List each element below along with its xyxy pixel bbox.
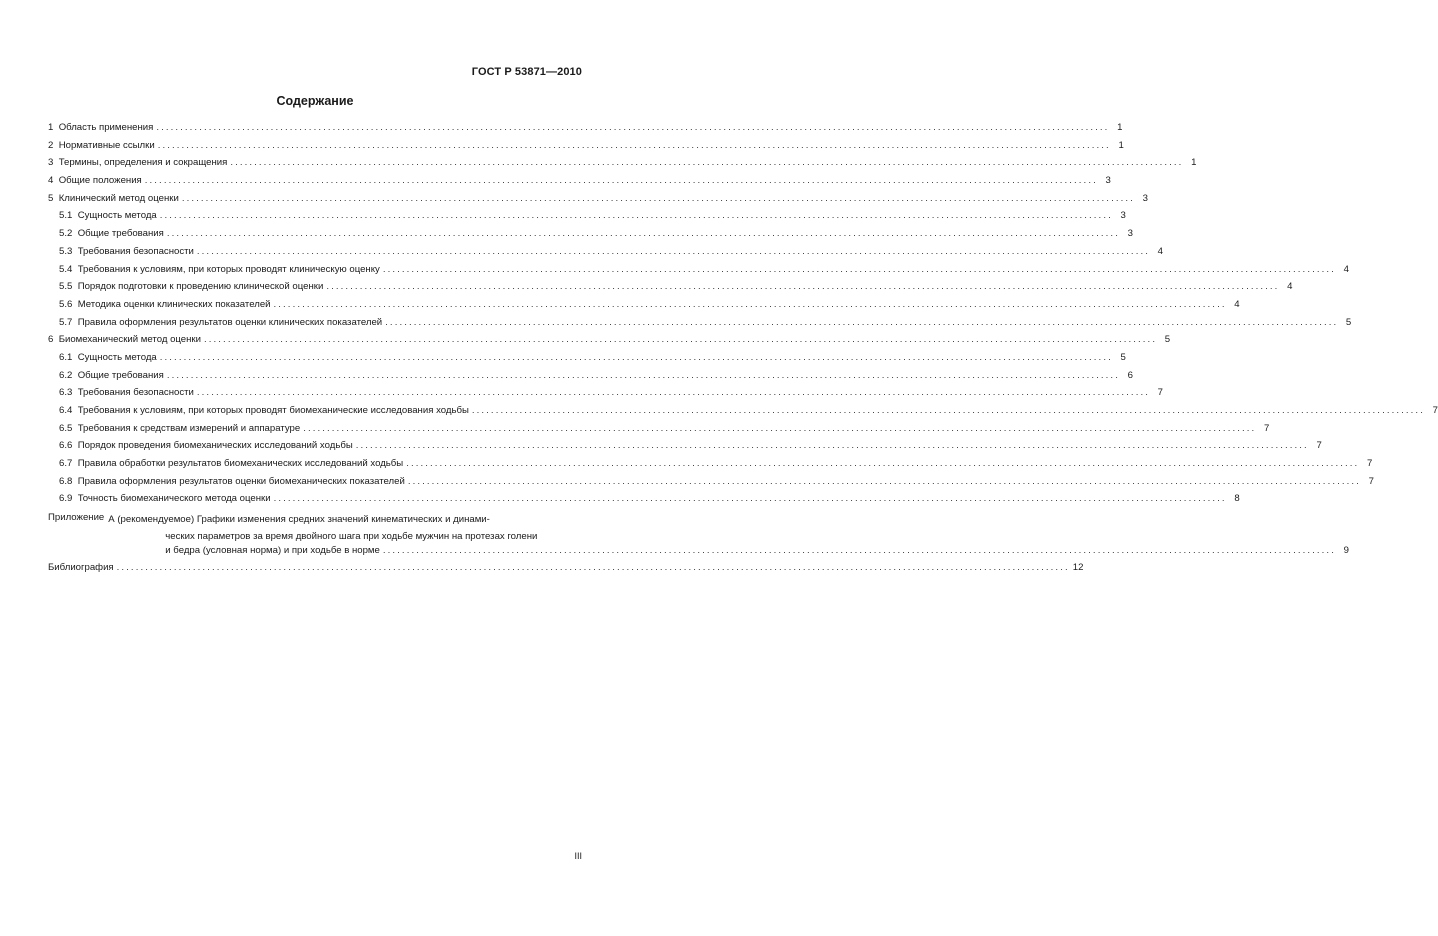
toc-entry[interactable] (48, 157, 1197, 175)
toc-entry[interactable] (48, 192, 1148, 211)
leader-dots: ........................................................................................................................................................................................................ (159, 210, 1113, 222)
leader-dots: ........................................................................................................................................................................................................ (303, 422, 1257, 434)
annex-title-line-2: ческих параметров за время двойного шага при ходьбе мужчин на протезах голени (165, 530, 538, 542)
toc-entry-page-number: 1 (1117, 122, 1123, 133)
page-number-footer: III (574, 851, 582, 861)
leader-dots: ........................................................................................................................................................................................................ (144, 175, 1098, 187)
toc-entry-label: Требования к условиям, при которых проводят биомеханические исследования ходьбы (77, 405, 469, 416)
leader-dots: ........................................................................................................................................................................................................ (273, 493, 1227, 505)
toc-entry-number: 6.2 (59, 369, 73, 381)
toc-entry-number: 5.5 (59, 281, 73, 293)
leader-dots: ........................................................................................................................................................................................................ (406, 458, 1360, 470)
toc-entry-label: Правила обработки результатов биомеханических исследований ходьбы (77, 458, 404, 470)
bibliography-label: Библиография (48, 562, 114, 574)
leader-dots: ........................................................................................................................................................................................................ (471, 405, 1425, 416)
leader-dots: ........................................................................................................................................................................................................ (159, 351, 1113, 363)
toc-entry-page-number: 5 (1120, 351, 1126, 363)
leader-dots: ........................................................................................................................................................................................................ (156, 122, 1110, 133)
toc-entry-number: 2 (48, 139, 54, 151)
leader-dots: ........................................................................................................................................................................................................ (166, 369, 1120, 381)
leader-dots: ........................................................................................................................................................................................................ (407, 475, 1361, 487)
toc-entry-label: Общие требования (77, 228, 164, 240)
toc-entry-label: Методика оценки клинических показателей (77, 298, 271, 310)
toc-entry[interactable] (48, 210, 1126, 228)
leader-dots: ........................................................................................................................................................................................................ (196, 387, 1150, 399)
toc-entry-number: 1 (48, 122, 54, 133)
toc-entry-label: Требования безопасности (77, 245, 194, 257)
toc-entry-page-number: 3 (1127, 228, 1133, 240)
toc-entry-number: 6.4 (59, 405, 73, 416)
toc-entry[interactable] (48, 228, 1133, 246)
toc-entry-label: Общие положения (58, 175, 142, 187)
toc-entry-number: 6.6 (59, 440, 73, 452)
toc-entry-number: 5.6 (59, 298, 73, 310)
leader-dots: ........................................................................................................................................................................................................ (196, 245, 1150, 257)
toc-entry[interactable] (48, 351, 1126, 370)
toc-entry-page-number: 7 (1368, 475, 1374, 487)
toc-entry-label: Требования безопасности (77, 387, 194, 399)
toc-entry-label: Биомеханический метод оценки (58, 334, 201, 346)
toc-entry-number: 6.7 (59, 458, 73, 470)
toc-entry-bibliography[interactable] (48, 562, 1084, 580)
standard-code: ГОСТ Р 53871—2010 (471, 66, 582, 78)
leader-dots: ........................................................................................................................................................................................................ (355, 440, 1309, 452)
toc-entry[interactable] (48, 175, 1111, 193)
toc-entry[interactable] (48, 245, 1163, 264)
toc-entry-page-number: 6 (1127, 369, 1133, 381)
toc-entry[interactable] (48, 387, 1163, 405)
toc-entry-label: Клинический метод оценки (58, 192, 179, 204)
toc-entry-number: 4 (48, 175, 54, 187)
toc-entry[interactable] (48, 334, 1171, 352)
leader-dots: ........................................................................................................................................................................................................ (230, 157, 1184, 169)
toc-entry[interactable] (48, 316, 1352, 335)
bibliography-page-number: 12 (1072, 562, 1084, 574)
toc-entry-label: Область применения (58, 122, 154, 133)
toc-entry-number: 6.9 (59, 493, 73, 505)
leader-dots: ........................................................................................................................................................................................................ (166, 228, 1120, 240)
toc-entry-page-number: 5 (1345, 316, 1352, 328)
toc-entry-label: Порядок проведения биомеханических исследований ходьбы (77, 440, 353, 452)
leader-dots: ........................................................................................................................................................................................................ (181, 192, 1135, 204)
toc-entry-page-number: 1 (1191, 157, 1197, 169)
toc-entry-number: 6 (48, 334, 54, 346)
toc-entry[interactable] (48, 493, 1240, 511)
toc-entry[interactable] (48, 458, 1373, 476)
toc-entry-number: 5.3 (59, 245, 73, 257)
toc-entry-number: 6.8 (59, 475, 73, 487)
toc-entry[interactable] (48, 369, 1133, 388)
toc-entry[interactable] (48, 422, 1270, 441)
toc-entry-page-number: 3 (1105, 175, 1111, 187)
toc-entry[interactable] (48, 405, 1438, 423)
toc-entry-page-number: 8 (1234, 493, 1240, 505)
toc-entry-label: Правила оформления результатов оценки клинических показателей (77, 316, 383, 328)
toc-entry-number: 5.7 (59, 316, 73, 328)
leader-dots: ........................................................................................................................................................................................................ (382, 545, 1336, 557)
leader-dots: ........................................................................................................................................................................................................ (204, 334, 1158, 346)
toc-entry[interactable] (48, 298, 1240, 317)
annex-page-number: 9 (1343, 545, 1349, 557)
toc-entry-label: Порядок подготовки к проведению клинической оценки (77, 281, 324, 293)
annex-prefix: Приложение (48, 512, 105, 524)
toc-entry-number: 5.2 (59, 228, 73, 240)
toc-entry-page-number: 4 (1343, 263, 1349, 275)
toc-entry-label: Правила оформления результатов оценки биомеханических показателей (77, 475, 405, 487)
leader-dots: ........................................................................................................................................................................................................ (326, 281, 1280, 293)
toc-entry-number: 6.3 (59, 387, 73, 399)
toc-entry-label: Сущность метода (77, 351, 157, 363)
toc-entry-page-number: 7 (1432, 405, 1438, 416)
toc-entry-label: Требования к средствам измерений и аппаратуре (77, 422, 301, 434)
toc-entry-label: Общие требования (77, 369, 164, 381)
toc-entry-page-number: 4 (1234, 298, 1240, 310)
toc-entry-page-number: 7 (1316, 440, 1322, 452)
leader-dots: ........................................................................................................................................................................................................ (382, 263, 1336, 275)
toc-entry-page-number: 3 (1142, 192, 1148, 204)
toc-entry-page-number: 7 (1263, 422, 1270, 434)
toc-entry[interactable] (48, 263, 1349, 282)
toc-entry-number: 5.4 (59, 263, 73, 275)
toc-entries (48, 122, 1438, 511)
toc-entry-number: 3 (48, 157, 54, 169)
toc-entry-page-number: 4 (1287, 281, 1293, 293)
leader-dots: ........................................................................................................................................................................................................ (385, 316, 1339, 328)
toc-entry-number: 5.1 (59, 210, 73, 222)
toc-entry[interactable] (48, 475, 1374, 494)
toc-entry-page-number: 3 (1120, 210, 1126, 222)
toc-entry[interactable] (48, 122, 1123, 140)
toc-entry[interactable] (48, 139, 1124, 158)
page-title: Содержание (276, 94, 354, 108)
toc-entry-number: 5 (48, 192, 54, 204)
toc-entry-label: Сущность метода (77, 210, 157, 222)
toc-entry-page-number: 1 (1118, 139, 1124, 151)
toc-entry-annex[interactable] (48, 511, 1349, 562)
leader-dots: ........................................................................................................................................................................................................ (116, 562, 1070, 574)
toc-entry-page-number: 7 (1366, 458, 1373, 470)
annex-title-line-1: А (рекомендуемое) Графики изменения средних значений кинематических и динами- (108, 514, 490, 526)
toc-entry-number: 6.1 (59, 351, 73, 363)
table-of-contents (48, 122, 1438, 580)
toc-entry-label: Точность биомеханического метода оценки (77, 493, 271, 505)
toc-entry-label: Термины, определения и сокращения (58, 157, 228, 169)
toc-entry[interactable] (48, 281, 1293, 299)
annex-title-line-3: и бедра (условная норма) и при ходьбе в норме (165, 545, 380, 557)
toc-entry-page-number: 4 (1157, 245, 1163, 257)
leader-dots: ........................................................................................................................................................................................................ (157, 139, 1111, 151)
toc-entry-label: Нормативные ссылки (58, 139, 155, 151)
toc-entry-label: Требования к условиям, при которых проводят клиническую оценку (77, 263, 380, 275)
toc-entry-number: 6.5 (59, 422, 73, 434)
leader-dots: ........................................................................................................................................................................................................ (273, 298, 1227, 310)
toc-entry-page-number: 7 (1157, 387, 1163, 399)
toc-entry[interactable] (48, 440, 1322, 458)
toc-entry-page-number: 5 (1164, 334, 1171, 346)
